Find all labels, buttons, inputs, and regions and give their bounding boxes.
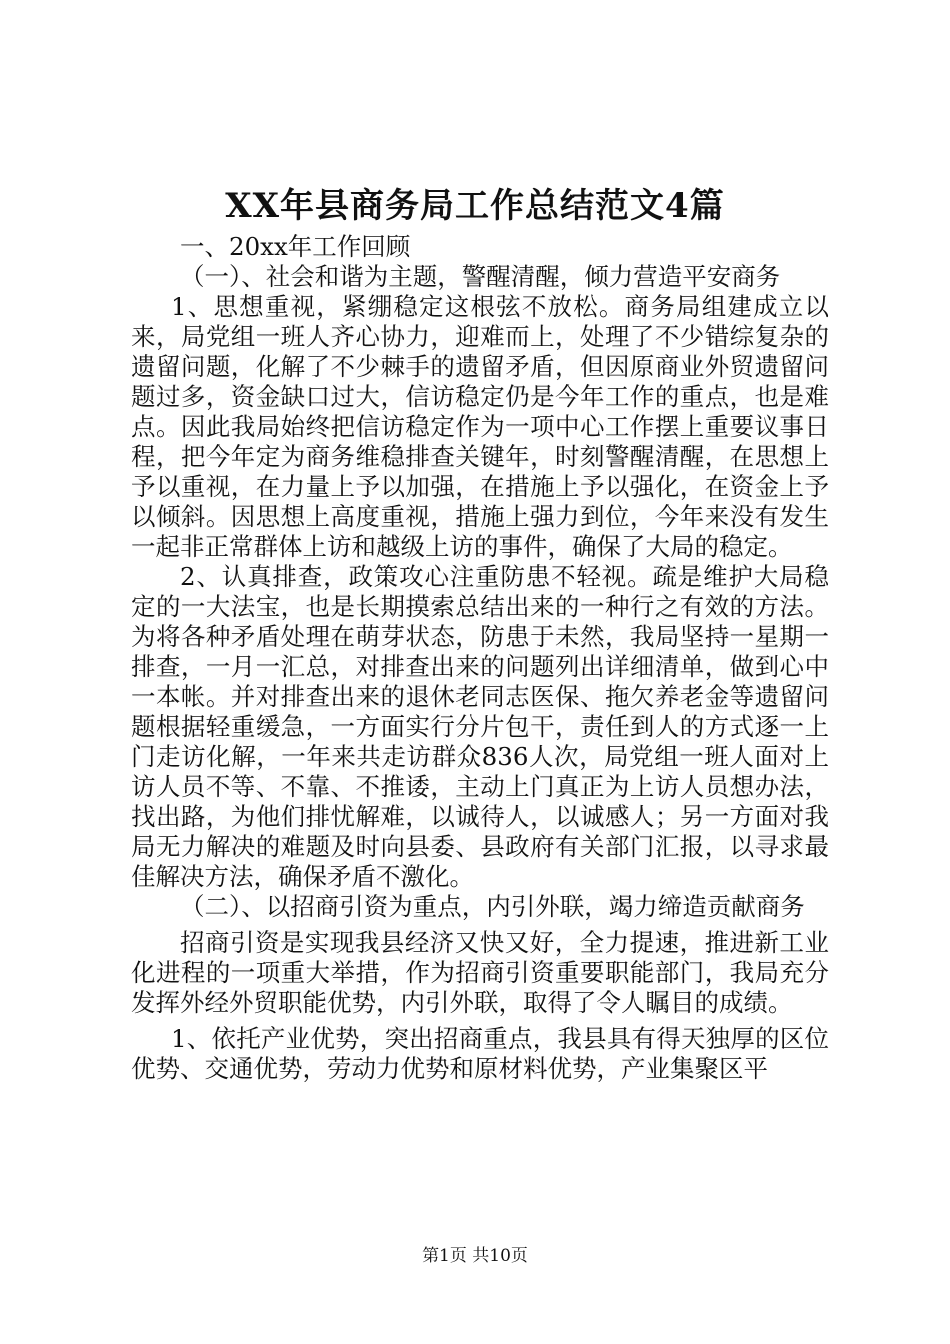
paragraph-item-1: 1、思想重视，紧绷稳定这根弦不放松。商务局组建成立以来，局党组一班人齐心协力，迎难而上，处理了不少错综复杂的遗留问题，化解了不少棘手的遗留矛盾，但因原商业外贸遗留问题过多，资金缺口过大，信访稳定仍是今年工作的重点，也是难点。因此我局始终把信访稳定作为一项中心工作摆上重要议事日程，把今年定为商务维稳排查关键年，时刻警醒清醒，在思想上予以重视，在力量上予以加强，在措施上予以强化，在资金上予以倾斜。因思想上高度重视，措施上强力到位，今年来没有发生一起非正常群体上访和越级上访的事件，确保了大局的稳定。 bbox=[131, 292, 829, 561]
document-title: XX年县商务局工作总结范文4篇 bbox=[225, 186, 725, 226]
document-body bbox=[131, 232, 829, 1084]
paragraph-industry: 1、依托产业优势，突出招商重点，我县具有得天独厚的区位优势、交通优势，劳动力优势和原材料优势，产业集聚区平 bbox=[131, 1024, 829, 1083]
subsection-heading-1: （一）、社会和谐为主题，警醒清醒，倾力营造平安商务 bbox=[180, 262, 781, 291]
subsection-heading-2: （二）、以招商引资为重点，内引外联，竭力缔造贡献商务 bbox=[180, 892, 805, 921]
paragraph-investment: 招商引资是实现我县经济又快又好，全力提速，推进新工业化进程的一项重大举措，作为招商引资重要职能部门，我局充分发挥外经外贸职能优势，内引外联，取得了令人瞩目的成绩。 bbox=[131, 928, 829, 1017]
paragraph-item-2: 2、认真排查，政策攻心注重防患不轻视。疏是维护大局稳定的一大法宝，也是长期摸索总结出来的一种行之有效的方法。为将各种矛盾处理在萌芽状态，防患于未然，我局坚持一星期一排查，一月一汇总，对排查出来的问题列出详细清单，做到心中一本帐。并对排查出来的退休老同志医保、拖欠养老金等遗留问题根据轻重缓急，一方面实行分片包干，责任到人的方式逐一上门走访化解，一年来共走访群众836人次，局党组一班人面对上访人员不等、不靠、不推诿，主动上门真正为上访人员想办法，找出路，为他们排忧解难，以诚待人，以诚感人；另一方面对我局无力解决的难题及时向县委、县政府有关部门汇报，以寻求最佳解决方法，确保矛盾不激化。 bbox=[131, 562, 829, 891]
section-heading-review: 一、20xx年工作回顾 bbox=[180, 232, 411, 261]
page-footer: 第1页 共10页 bbox=[422, 1246, 528, 1266]
